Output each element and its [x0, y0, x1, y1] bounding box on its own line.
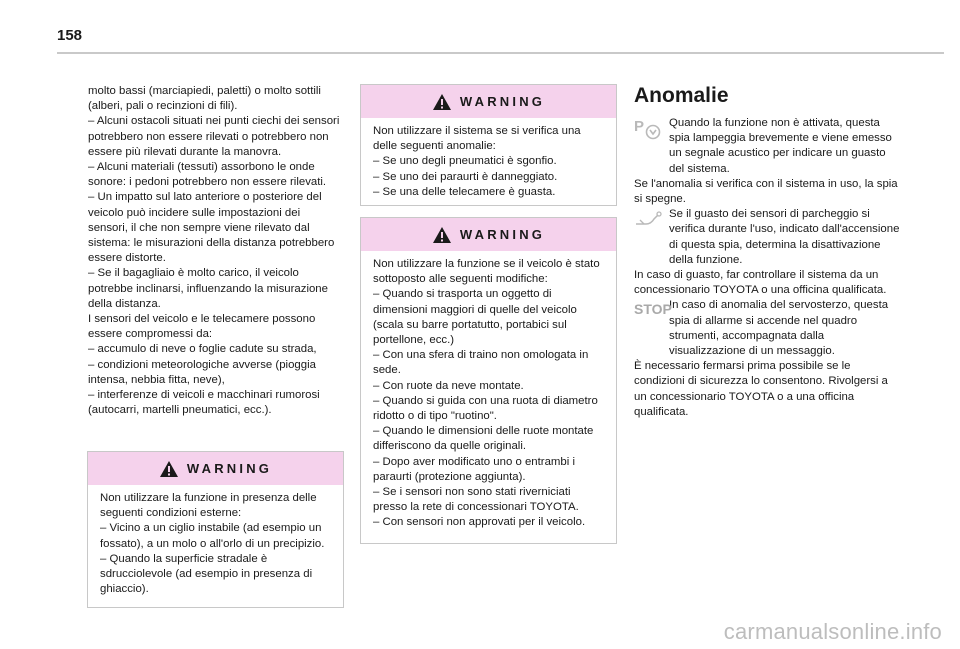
- warning-body: [88, 485, 343, 605]
- warning-header: [361, 85, 616, 118]
- warning-line: – Quando le dimensioni delle ruote montate differiscono da quelle originali.: [373, 425, 594, 453]
- parking-sensor-warning-item: [634, 116, 900, 177]
- page-number: 158: [57, 27, 83, 44]
- warning-title: WARNING: [186, 461, 273, 476]
- svg-text:P: P: [634, 118, 645, 135]
- stop-label: STOP: [634, 301, 672, 318]
- warning-line: – Vicino a un ciglio instabile (ad esempio un fossato), a un molo o all'orlo di un precipizio.: [100, 522, 325, 550]
- warning-line: Non utilizzare il sistema se si verifica una delle seguenti anomalie:: [373, 125, 581, 153]
- sensor-fault-icon: [634, 208, 662, 228]
- watermark: carmanualsonline.info: [723, 619, 942, 644]
- park-assist-warning-icon: [634, 117, 662, 141]
- warning-line: – Se una delle telecamere è guasta.: [373, 185, 556, 198]
- section-title: Anomalie: [634, 84, 729, 107]
- sensor-fault-item: [634, 207, 900, 268]
- warning-header: [361, 218, 616, 251]
- warning-line: – Dopo aver modificato uno o entrambi i paraurti (protezione aggiunta).: [373, 455, 575, 483]
- warning-line: – Con una sfera di traino non omologata in sede.: [373, 349, 589, 377]
- warning-body: [361, 118, 616, 208]
- paragraph: [634, 116, 900, 177]
- anomalie-text: Se il guasto dei sensori di parcheggio si verifica durante l'uso, indicato dall'accensione di questa spia, determina la disattivazione della funzione.: [669, 208, 900, 266]
- paragraph: È necessario fermarsi prima possibile se le condizioni di sicurezza lo consentono. Rivolgersi a un concessionario TOYOTA o a una officina qualificata.: [634, 360, 888, 418]
- paragraph: [634, 207, 900, 268]
- paragraph: Se l'anomalia si verifica con il sistema in uso, la spia si spegne.: [634, 177, 898, 206]
- warning-line: – Se uno degli pneumatici è sgonfio.: [373, 155, 557, 168]
- paragraph: – interferenze di veicoli e macchinari rumorosi (autocarri, martelli pneumatici, ecc.).: [88, 389, 320, 417]
- warning-triangle-icon: [159, 460, 179, 478]
- paragraph: – Alcuni materiali (tessuti) assorbono le onde sonore: i pedoni potrebbero non essere rilevati.: [88, 161, 327, 189]
- warning-title: WARNING: [459, 94, 546, 109]
- paragraph: – condizioni meteorologiche avverse (pioggia intensa, nebbia fitta, neve),: [88, 358, 316, 386]
- warning-title: WARNING: [459, 227, 546, 242]
- paragraph: In caso di guasto, far controllare il sistema da un concessionario TOYOTA o una officina qualificata.: [634, 269, 887, 297]
- left-column: [88, 84, 342, 418]
- warning-line: Non utilizzare la funzione se il veicolo è stato sottoposto alle seguenti modifiche:: [373, 258, 600, 286]
- paragraph: molto bassi (marciapiedi, paletti) o molto sottili (alberi, pali o recinzioni di fili).: [88, 85, 321, 113]
- warning-triangle-icon: [432, 226, 452, 244]
- warning-triangle-icon: [432, 93, 452, 111]
- stop-warning-item: [634, 298, 900, 359]
- warning-line: – Con ruote da neve montate.: [373, 379, 524, 392]
- paragraph: [634, 298, 900, 359]
- paragraph: – Un impatto sul lato anteriore o posteriore del veicolo può incidere sulle impostazioni dei sensori, il che non sempre viene rilevato dal sistema: le misurazioni della distanza potrebbero essere distorte.: [88, 191, 335, 265]
- warning-line: Non utilizzare la funzione in presenza delle seguenti condizioni esterne:: [100, 492, 317, 520]
- warning-line: – Con sensori non approvati per il veicolo.: [373, 516, 586, 529]
- warning-box-modifications: [360, 217, 617, 544]
- anomalie-text: Quando la funzione non è attivata, questa spia lampeggia brevemente e viene emesso un segnale acustico per indicare un guasto del sistema.: [669, 117, 892, 175]
- anomalie-text: In caso di anomalia del servosterzo, questa spia di allarme si accende nel quadro strumenti, accompagnata dalla visualizzazione di un messaggio.: [669, 299, 889, 358]
- paragraph: I sensori del veicolo e le telecamere possono essere compromessi da:: [88, 313, 316, 341]
- warning-line: – Quando si guida con una ruota di diametro ridotto o di tipo "ruotino".: [373, 394, 598, 423]
- stop-warning-icon: [634, 299, 672, 318]
- header-rule: [57, 52, 944, 54]
- warning-box-conditions: [87, 451, 344, 608]
- paragraph: – Se il bagagliaio è molto carico, il veicolo potrebbe inclinarsi, influenzando la misurazione della distanza.: [88, 267, 328, 310]
- warning-line: – Quando si trasporta un oggetto di dimensioni maggiori di quelle del veicolo (scala su barre portatutto, portabici sul portellone, ecc.): [373, 288, 577, 347]
- paragraph: – accumulo di neve o foglie cadute su strada,: [88, 343, 317, 356]
- warning-line: – Se uno dei paraurti è danneggiato.: [373, 170, 558, 183]
- warning-body: [361, 251, 616, 539]
- paragraph: – Alcuni ostacoli situati nei punti ciechi dei sensori potrebbero non essere rilevati o potrebbero non essere più rilevati durante la manovra.: [88, 115, 340, 158]
- anomalie-section: [634, 84, 900, 420]
- warning-line: – Quando la superficie stradale è sdrucciolevole (ad esempio in presenza di ghiaccio).: [100, 552, 313, 596]
- warning-line: – Se i sensori non sono stati riverniciati presso la rete di concessionari TOYOTA.: [373, 486, 579, 514]
- warning-box-anomalies: [360, 84, 617, 206]
- warning-header: [88, 452, 343, 485]
